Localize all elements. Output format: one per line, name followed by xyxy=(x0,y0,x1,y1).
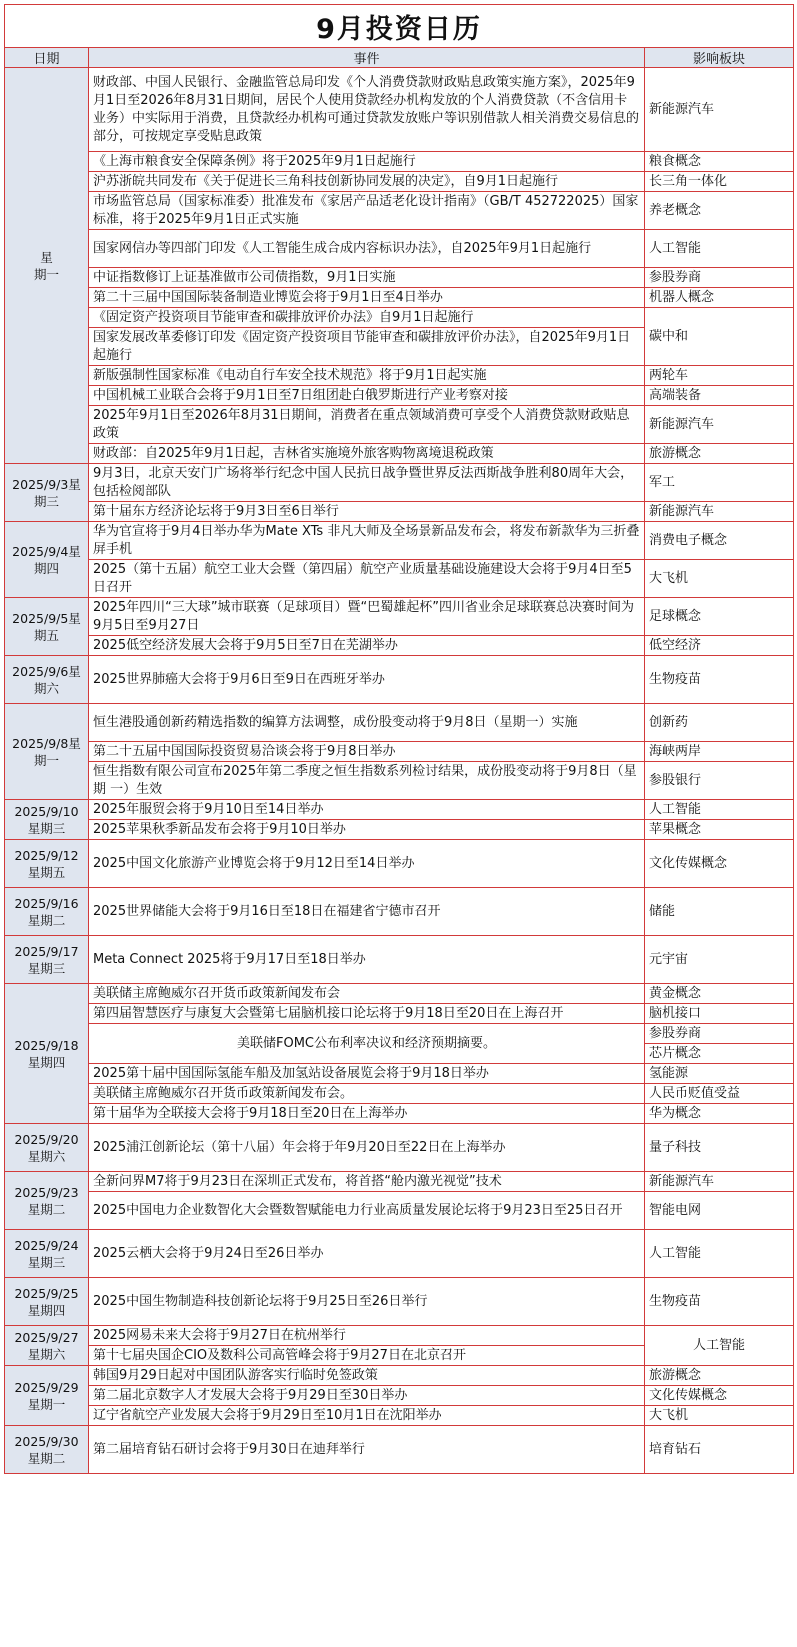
table-row xyxy=(5,1064,794,1084)
table-row xyxy=(5,1192,794,1230)
date-cell xyxy=(5,1124,89,1172)
date-line: 期六 xyxy=(33,680,59,696)
event-cell: 2025苹果秋季新品发布会将于9月10日举办 xyxy=(89,820,645,840)
date-line: 星期四 xyxy=(27,1054,66,1070)
event-cell: 辽宁省航空产业发展大会将于9月29日至10月1日在沈阳举办 xyxy=(89,1406,645,1426)
date-line: 星期三 xyxy=(27,820,66,836)
event-cell: 2025年四川“三大球”城市联赛（足球项目）暨“巴蜀雄起杯”四川省业余足球联赛总决赛时间为9月5日至9月27日 xyxy=(89,598,645,636)
table-row xyxy=(5,1426,794,1474)
sector-cell: 脑机接口 xyxy=(645,1004,794,1024)
event-cell: Meta Connect 2025将于9月17日至18日举办 xyxy=(89,936,645,984)
event-cell: 新版强制性国家标准《电动自行车安全技术规范》将于9月1日起实施 xyxy=(89,366,645,386)
sector-cell: 低空经济 xyxy=(645,636,794,656)
event-cell: 2025年9月1日至2026年8月31日期间，消费者在重点领域消费可享受个人消费贷款财政贴息政策 xyxy=(89,406,645,444)
date-line: 期一 xyxy=(33,266,59,282)
event-cell: 9月3日，北京天安门广场将举行纪念中国人民抗日战争暨世界反法西斯战争胜利80周年大会，包括检阅部队 xyxy=(89,464,645,502)
sector-cell: 元宇宙 xyxy=(645,936,794,984)
event-cell: 2025低空经济发展大会将于9月5日至7日在芜湖举办 xyxy=(89,636,645,656)
date-line: 星期四 xyxy=(27,1302,66,1318)
table-row xyxy=(5,820,794,840)
date-line: 2025/9/27 xyxy=(14,1329,79,1345)
sector-cell: 消费电子概念 xyxy=(645,522,794,560)
date-cell xyxy=(5,936,89,984)
sector-cell: 足球概念 xyxy=(645,598,794,636)
date-line: 2025/9/18 xyxy=(14,1037,79,1053)
date-cell xyxy=(5,984,89,1124)
date-line: 2025/9/8星 xyxy=(12,735,81,751)
date-line: 期一 xyxy=(33,752,59,768)
table-row xyxy=(5,268,794,288)
date-cell xyxy=(5,68,89,464)
table-row xyxy=(5,1104,794,1124)
table-row xyxy=(5,560,794,598)
sector-cell: 储能 xyxy=(645,888,794,936)
event-cell: 2025中国电力企业数智化大会暨数智赋能电力行业高质量发展论坛将于9月23日至25日召开 xyxy=(89,1192,645,1230)
table-row xyxy=(5,288,794,308)
date-cell xyxy=(5,656,89,704)
sector-cell: 海峡两岸 xyxy=(645,742,794,762)
table-row xyxy=(5,636,794,656)
date-cell xyxy=(5,522,89,598)
event-cell: 第二届培育钻石研讨会将于9月30日在迪拜举行 xyxy=(89,1426,645,1474)
table-row xyxy=(5,762,794,800)
event-cell: 第二十五届中国国际投资贸易洽谈会将于9月8日举办 xyxy=(89,742,645,762)
sector-cell: 创新药 xyxy=(645,704,794,742)
sector-cell: 新能源汽车 xyxy=(645,502,794,522)
event-cell: 美联储FOMC公布利率决议和经济预期摘要。 xyxy=(89,1024,645,1064)
sector-cell: 人民币贬值受益 xyxy=(645,1084,794,1104)
table-row xyxy=(5,308,794,328)
column-header-date: 日期 xyxy=(5,48,89,68)
sector-cell: 大飞机 xyxy=(645,1406,794,1426)
table-row xyxy=(5,656,794,704)
event-cell: 第二十三届中国国际装备制造业博览会将于9月1日至4日举办 xyxy=(89,288,645,308)
sector-cell: 新能源汽车 xyxy=(645,406,794,444)
table-row xyxy=(5,172,794,192)
event-cell: 财政部、中国人民银行、金融监管总局印发《个人消费贷款财政贴息政策实施方案》，2025年9月1日至2026年8月31日期间，居民个人使用贷款经办机构发放的个人消费贷款（不含信用卡业务）中实际用于消费，且贷款经办机构可通过贷款发放账户等识别借款人相关消费交易信息的部分，可按规定享受贴息政策 xyxy=(89,68,645,152)
sector-cell: 智能电网 xyxy=(645,1192,794,1230)
event-cell: 恒生指数有限公司宣布2025年第二季度之恒生指数系列检讨结果，成份股变动将于9月8日（星期 一）生效 xyxy=(89,762,645,800)
table-row xyxy=(5,406,794,444)
table-row xyxy=(5,840,794,888)
sector-cell: 养老概念 xyxy=(645,192,794,230)
sector-cell: 华为概念 xyxy=(645,1104,794,1124)
table-row xyxy=(5,1172,794,1192)
sector-cell: 参股银行 xyxy=(645,762,794,800)
table-row xyxy=(5,444,794,464)
event-cell: 美联储主席鲍威尔召开货币政策新闻发布会 xyxy=(89,984,645,1004)
table-row xyxy=(5,888,794,936)
date-cell xyxy=(5,464,89,522)
event-cell: 全新问界M7将于9月23日在深圳正式发布，将首搭“舱内激光视觉”技术 xyxy=(89,1172,645,1192)
event-cell: 2025云栖大会将于9月24日至26日举办 xyxy=(89,1230,645,1278)
sector-cell: 军工 xyxy=(645,464,794,502)
table-row xyxy=(5,464,794,502)
sector-cell: 氢能源 xyxy=(645,1064,794,1084)
date-cell xyxy=(5,1172,89,1230)
sector-cell: 大飞机 xyxy=(645,560,794,598)
date-line: 星 xyxy=(40,249,53,265)
event-cell: 2025中国文化旅游产业博览会将于9月12日至14日举办 xyxy=(89,840,645,888)
event-cell: 2025世界肺癌大会将于9月6日至9日在西班牙举办 xyxy=(89,656,645,704)
date-line: 星期二 xyxy=(27,1450,66,1466)
date-line: 星期二 xyxy=(27,1201,66,1217)
sector-cell: 参股券商 xyxy=(645,268,794,288)
sector-cell: 长三角一体化 xyxy=(645,172,794,192)
table-row xyxy=(5,1004,794,1024)
table-row xyxy=(5,800,794,820)
date-line: 2025/9/6星 xyxy=(12,663,81,679)
sector-cell: 量子科技 xyxy=(645,1124,794,1172)
date-line: 2025/9/30 xyxy=(14,1433,79,1449)
table-row xyxy=(5,1326,794,1346)
event-cell: 2025中国生物制造科技创新论坛将于9月25日至26日举行 xyxy=(89,1278,645,1326)
date-cell xyxy=(5,800,89,840)
table-row xyxy=(5,984,794,1004)
date-line: 星期三 xyxy=(27,1254,66,1270)
table-row xyxy=(5,230,794,268)
sector-cell: 碳中和 xyxy=(645,308,794,366)
date-line: 2025/9/12 xyxy=(14,847,79,863)
table-row xyxy=(5,742,794,762)
sector-cell: 旅游概念 xyxy=(645,444,794,464)
table-row xyxy=(5,386,794,406)
sector-cell: 新能源汽车 xyxy=(645,68,794,152)
event-cell: 第十七届央国企CIO及数科公司高管峰会将于9月27日在北京召开 xyxy=(89,1346,645,1366)
date-line: 2025/9/4星 xyxy=(12,543,81,559)
date-line: 2025/9/10 xyxy=(14,803,79,819)
event-cell: 2025（第十五届）航空工业大会暨（第四届）航空产业质量基础设施建设大会将于9月4日至5日召开 xyxy=(89,560,645,598)
table-row xyxy=(5,1024,794,1044)
event-cell: 第二届北京数字人才发展大会将于9月29日至30日举办 xyxy=(89,1386,645,1406)
sector-cell: 苹果概念 xyxy=(645,820,794,840)
sector-cell: 机器人概念 xyxy=(645,288,794,308)
event-cell: 中证指数修订上证基准做市公司债指数，9月1日实施 xyxy=(89,268,645,288)
sector-cell: 两轮车 xyxy=(645,366,794,386)
table-row xyxy=(5,522,794,560)
column-header-sector: 影响板块 xyxy=(645,48,794,68)
date-line: 2025/9/16 xyxy=(14,895,79,911)
event-cell: 第十届华为全联接大会将于9月18日至20日在上海举办 xyxy=(89,1104,645,1124)
sector-cell: 参股券商 xyxy=(645,1024,794,1044)
event-cell: 2025网易未来大会将于9月27日在杭州举行 xyxy=(89,1326,645,1346)
date-cell xyxy=(5,1366,89,1426)
event-cell: 国家网信办等四部门印发《人工智能生成合成内容标识办法》，自2025年9月1日起施行 xyxy=(89,230,645,268)
sector-cell: 文化传媒概念 xyxy=(645,1386,794,1406)
table-row xyxy=(5,1406,794,1426)
date-line: 星期五 xyxy=(27,864,66,880)
column-header-event: 事件 xyxy=(89,48,645,68)
table-row xyxy=(5,1386,794,1406)
event-cell: 2025第十届中国国际氢能车船及加氢站设备展览会将于9月18日举办 xyxy=(89,1064,645,1084)
date-line: 星期一 xyxy=(27,1396,66,1412)
event-cell: 《固定资产投资项目节能审查和碳排放评价办法》自9月1日起施行 xyxy=(89,308,645,328)
date-cell xyxy=(5,888,89,936)
table-row xyxy=(5,1124,794,1172)
date-cell xyxy=(5,1230,89,1278)
sector-cell: 粮食概念 xyxy=(645,152,794,172)
event-cell: 国家发展改革委修订印发《固定资产投资项目节能审查和碳排放评价办法》，自2025年9月1日起施行 xyxy=(89,328,645,366)
date-line: 2025/9/29 xyxy=(14,1379,79,1395)
sector-cell: 新能源汽车 xyxy=(645,1172,794,1192)
sector-cell: 黄金概念 xyxy=(645,984,794,1004)
event-cell: 2025年服贸会将于9月10日至14日举办 xyxy=(89,800,645,820)
date-cell xyxy=(5,598,89,656)
date-cell xyxy=(5,704,89,800)
event-cell: 沪苏浙皖共同发布《关于促进长三角科技创新协同发展的决定》，自9月1日起施行 xyxy=(89,172,645,192)
sector-cell: 培育钻石 xyxy=(645,1426,794,1474)
sector-cell: 芯片概念 xyxy=(645,1044,794,1064)
sector-cell: 人工智能 xyxy=(645,230,794,268)
date-line: 2025/9/17 xyxy=(14,943,79,959)
table-row xyxy=(5,1366,794,1386)
event-cell: 恒生港股通创新药精选指数的编算方法调整，成份股变动将于9月8日（星期一）实施 xyxy=(89,704,645,742)
date-line: 星期二 xyxy=(27,912,66,928)
event-cell: 2025浦江创新论坛（第十八届）年会将于年9月20日至22日在上海举办 xyxy=(89,1124,645,1172)
table-row xyxy=(5,1084,794,1104)
event-cell: 韩国9月29日起对中国团队游客实行临时免签政策 xyxy=(89,1366,645,1386)
investment-calendar-table xyxy=(4,4,794,1474)
table-row xyxy=(5,192,794,230)
event-cell: 中国机械工业联合会将于9月1日至7日组团赴白俄罗斯进行产业考察对接 xyxy=(89,386,645,406)
date-cell xyxy=(5,840,89,888)
table-row xyxy=(5,366,794,386)
sector-cell: 人工智能 xyxy=(645,1230,794,1278)
date-line: 2025/9/20 xyxy=(14,1131,79,1147)
table-row xyxy=(5,152,794,172)
date-line: 2025/9/23 xyxy=(14,1184,79,1200)
event-cell: 美联储主席鲍威尔召开货币政策新闻发布会。 xyxy=(89,1084,645,1104)
table-row xyxy=(5,1230,794,1278)
table-row xyxy=(5,68,794,152)
sector-cell: 人工智能 xyxy=(645,800,794,820)
date-line: 期四 xyxy=(33,560,59,576)
event-cell: 市场监管总局（国家标准委）批准发布《家居产品适老化设计指南》（GB/T 452722025）国家标准，将于2025年9月1日正式实施 xyxy=(89,192,645,230)
table-row xyxy=(5,1278,794,1326)
sector-cell: 生物疫苗 xyxy=(645,656,794,704)
sector-cell: 高端装备 xyxy=(645,386,794,406)
event-cell: 华为官宣将于9月4日举办华为Mate XTs 非凡大师及全场景新品发布会，将发布新款华为三折叠屏手机 xyxy=(89,522,645,560)
event-cell: 2025世界储能大会将于9月16日至18日在福建省宁德市召开 xyxy=(89,888,645,936)
event-cell: 《上海市粮食安全保障条例》将于2025年9月1日起施行 xyxy=(89,152,645,172)
table-row xyxy=(5,704,794,742)
date-line: 星期三 xyxy=(27,960,66,976)
event-cell: 第十届东方经济论坛将于9月3日至6日举行 xyxy=(89,502,645,522)
date-line: 2025/9/24 xyxy=(14,1237,79,1253)
date-line: 期三 xyxy=(33,493,59,509)
date-cell xyxy=(5,1278,89,1326)
event-cell: 第四届智慧医疗与康复大会暨第七届脑机接口论坛将于9月18日至20日在上海召开 xyxy=(89,1004,645,1024)
sector-cell: 人工智能 xyxy=(645,1326,794,1366)
sector-cell: 生物疫苗 xyxy=(645,1278,794,1326)
page-title: 9月投资日历 xyxy=(5,5,794,48)
date-line: 期五 xyxy=(33,627,59,643)
sector-cell: 文化传媒概念 xyxy=(645,840,794,888)
table-row xyxy=(5,598,794,636)
date-line: 星期六 xyxy=(27,1346,66,1362)
date-line: 2025/9/5星 xyxy=(12,610,81,626)
date-line: 星期六 xyxy=(27,1148,66,1164)
table-row xyxy=(5,502,794,522)
event-cell: 财政部：自2025年9月1日起，吉林省实施境外旅客购物离境退税政策 xyxy=(89,444,645,464)
date-cell xyxy=(5,1326,89,1366)
date-line: 2025/9/25 xyxy=(14,1285,79,1301)
sector-cell: 旅游概念 xyxy=(645,1366,794,1386)
date-line: 2025/9/3星 xyxy=(12,476,81,492)
table-row xyxy=(5,936,794,984)
date-cell xyxy=(5,1426,89,1474)
calendar-body xyxy=(5,68,794,1474)
